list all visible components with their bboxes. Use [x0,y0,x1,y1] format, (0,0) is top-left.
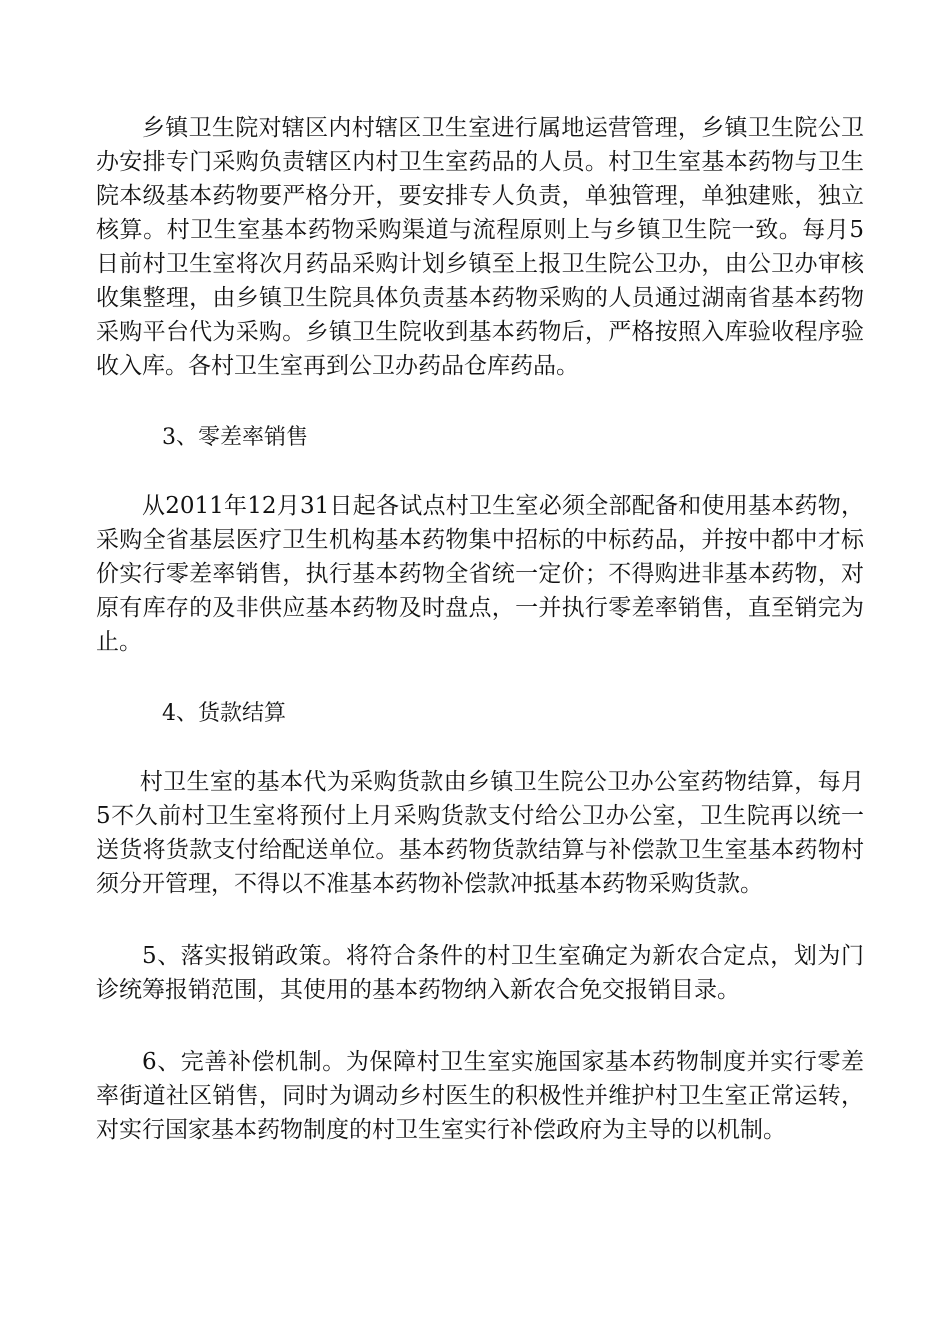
paragraph-payment-settlement: 村卫生室的基本代为采购货款由乡镇卫生院公卫办公室药物结算，每月5不久前村卫生室将预付上月采购货款支付给公卫办公室，卫生院再以统一送货将货款支付给配送单位。基本药物货款结算与补偿款卫生室基本药物村须分开管理，不得以不准基本药物补偿款冲抵基本药物采购货款。 [96,769,864,897]
document-page [96,111,864,1147]
paragraph-compensation-mechanism: 6、完善补偿机制。为保障村卫生室实施国家基本药物制度并实行零差率街道社区销售，同时为调动乡村医生的积极性并维护村卫生室正常运转，对实行国家基本药物制度的村卫生室实行补偿政府为主导的以机制。 [96,1049,864,1143]
paragraph-zero-margin-sales: 从2011年12月31日起各试点村卫生室必须全部配备和使用基本药物，采购全省基层医疗卫生机构基本药物集中招标的中标药品，并按中都中才标价实行零差率销售，执行基本药物全省统一定价；不得购进非基本药物，对原有库存的及非供应基本药物及时盘点，一并执行零差率销售，直至销完为止。 [96,493,864,655]
paragraph-township-management: 乡镇卫生院对辖区内村辖区卫生室进行属地运营管理，乡镇卫生院公卫办安排专门采购负责辖区内村卫生室药品的人员。村卫生室基本药物与卫生院本级基本药物要严格分开，要安排专人负责，单独管理，单独建账，独立核算。村卫生室基本药物采购渠道与流程原则上与乡镇卫生院一致。每月5日前村卫生室将次月药品采购计划乡镇至上报卫生院公卫办，由公卫办审核收集整理，由乡镇卫生院具体负责基本药物采购的人员通过湖南省基本药物采购平台代为采购。乡镇卫生院收到基本药物后，严格按照入库验收程序验收入库。各村卫生室再到公卫办药品仓库药品。 [96,115,864,379]
paragraph-reimbursement-policy: 5、落实报销政策。将符合条件的村卫生室确定为新农合定点，划为门诊统筹报销范围，其使用的基本药物纳入新农合免交报销目录。 [96,943,864,1003]
heading-payment-settlement: 4、货款结算 [162,701,286,726]
heading-zero-margin-sales: 3、零差率销售 [162,425,308,450]
